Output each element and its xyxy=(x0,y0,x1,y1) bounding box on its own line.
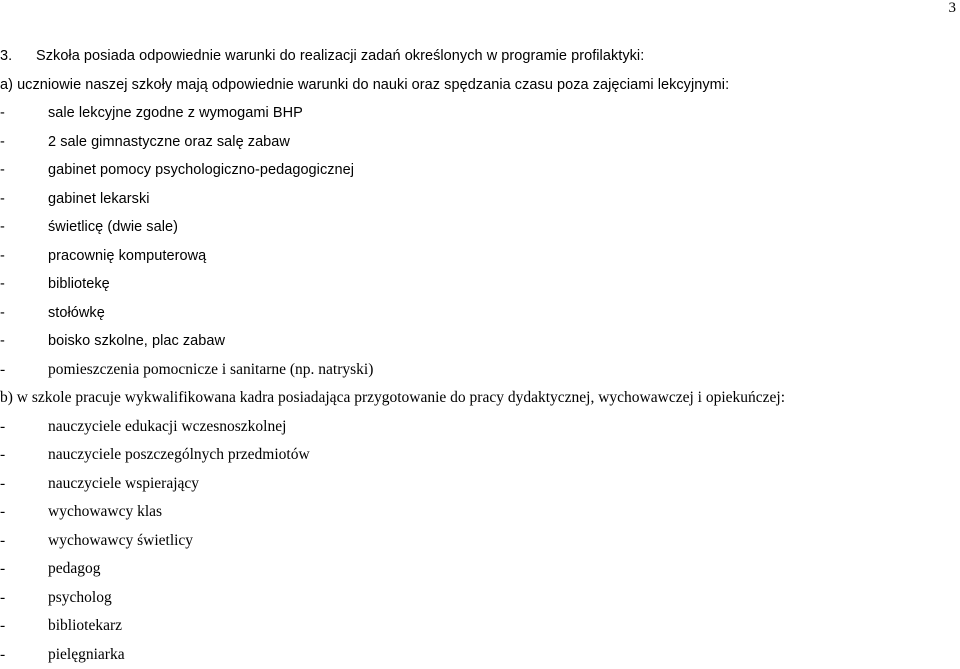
list-item-text: stołówkę xyxy=(48,305,105,321)
section-heading-text: Szkoła posiada odpowiednie warunki do realizacji zadań określonych w programie profilaktyki: xyxy=(36,48,644,64)
list-item xyxy=(0,498,960,527)
list-item-text: nauczyciele poszczególnych przedmiotów xyxy=(48,446,310,463)
bullet-dash: - xyxy=(0,555,48,584)
list-item xyxy=(0,128,960,157)
page-number: 3 xyxy=(949,0,957,17)
bullet-dash: - xyxy=(0,641,48,669)
list-item xyxy=(0,641,960,669)
bullet-dash: - xyxy=(0,470,48,499)
bullet-dash: - xyxy=(0,584,48,613)
list-item xyxy=(0,527,960,556)
section-number: 3. xyxy=(0,42,36,71)
list-item xyxy=(0,555,960,584)
list-item xyxy=(0,327,960,356)
list-item xyxy=(0,156,960,185)
list-item-text: nauczyciele edukacji wczesnoszkolnej xyxy=(48,418,286,435)
part-a-intro: a) uczniowie naszej szkoły mają odpowiednie warunki do nauki oraz spędzania czasu poza zajęciami lekcyjnymi: xyxy=(0,71,960,100)
bullet-dash: - xyxy=(0,356,48,385)
list-item xyxy=(0,185,960,214)
bullet-dash: - xyxy=(0,299,48,328)
bullet-dash: - xyxy=(0,441,48,470)
list-item-text: gabinet pomocy psychologiczno-pedagogicznej xyxy=(48,162,354,178)
list-item-text: bibliotekę xyxy=(48,276,110,292)
list-item xyxy=(0,99,960,128)
list-item-text: sale lekcyjne zgodne z wymogami BHP xyxy=(48,105,303,121)
list-item-text: psycholog xyxy=(48,589,112,606)
bullet-dash: - xyxy=(0,128,48,157)
bullet-dash: - xyxy=(0,156,48,185)
document-body xyxy=(0,42,960,669)
bullet-dash: - xyxy=(0,413,48,442)
list-item-text: bibliotekarz xyxy=(48,617,122,634)
bullet-dash: - xyxy=(0,213,48,242)
list-item xyxy=(0,413,960,442)
list-item xyxy=(0,270,960,299)
list-item-text: 2 sale gimnastyczne oraz salę zabaw xyxy=(48,134,290,150)
list-item-text: wychowawcy klas xyxy=(48,503,162,520)
list-item-text: gabinet lekarski xyxy=(48,191,150,207)
bullet-dash: - xyxy=(0,612,48,641)
list-item xyxy=(0,242,960,271)
list-item-text: boisko szkolne, plac zabaw xyxy=(48,333,225,349)
list-item-text: pedagog xyxy=(48,560,101,577)
part-b-intro: b) w szkole pracuje wykwalifikowana kadra posiadająca przygotowanie do pracy dydaktycznej, wychowawczej i opiekuńczej: xyxy=(0,384,960,413)
bullet-dash: - xyxy=(0,527,48,556)
bullet-dash: - xyxy=(0,185,48,214)
list-item xyxy=(0,356,960,385)
list-item xyxy=(0,213,960,242)
list-item xyxy=(0,441,960,470)
list-item xyxy=(0,299,960,328)
list-item xyxy=(0,612,960,641)
bullet-dash: - xyxy=(0,498,48,527)
list-item-text: pracownię komputerową xyxy=(48,248,206,264)
list-item-text: świetlicę (dwie sale) xyxy=(48,219,178,235)
list-item-text: nauczyciele wspierający xyxy=(48,475,199,492)
list-item xyxy=(0,470,960,499)
list-item-text: pomieszczenia pomocnicze i sanitarne (np. natryski) xyxy=(48,361,373,378)
list-item xyxy=(0,584,960,613)
section-heading xyxy=(0,42,960,71)
bullet-dash: - xyxy=(0,242,48,271)
list-item-text: wychowawcy świetlicy xyxy=(48,532,193,549)
bullet-dash: - xyxy=(0,270,48,299)
bullet-dash: - xyxy=(0,99,48,128)
bullet-dash: - xyxy=(0,327,48,356)
list-item-text: pielęgniarka xyxy=(48,646,125,663)
